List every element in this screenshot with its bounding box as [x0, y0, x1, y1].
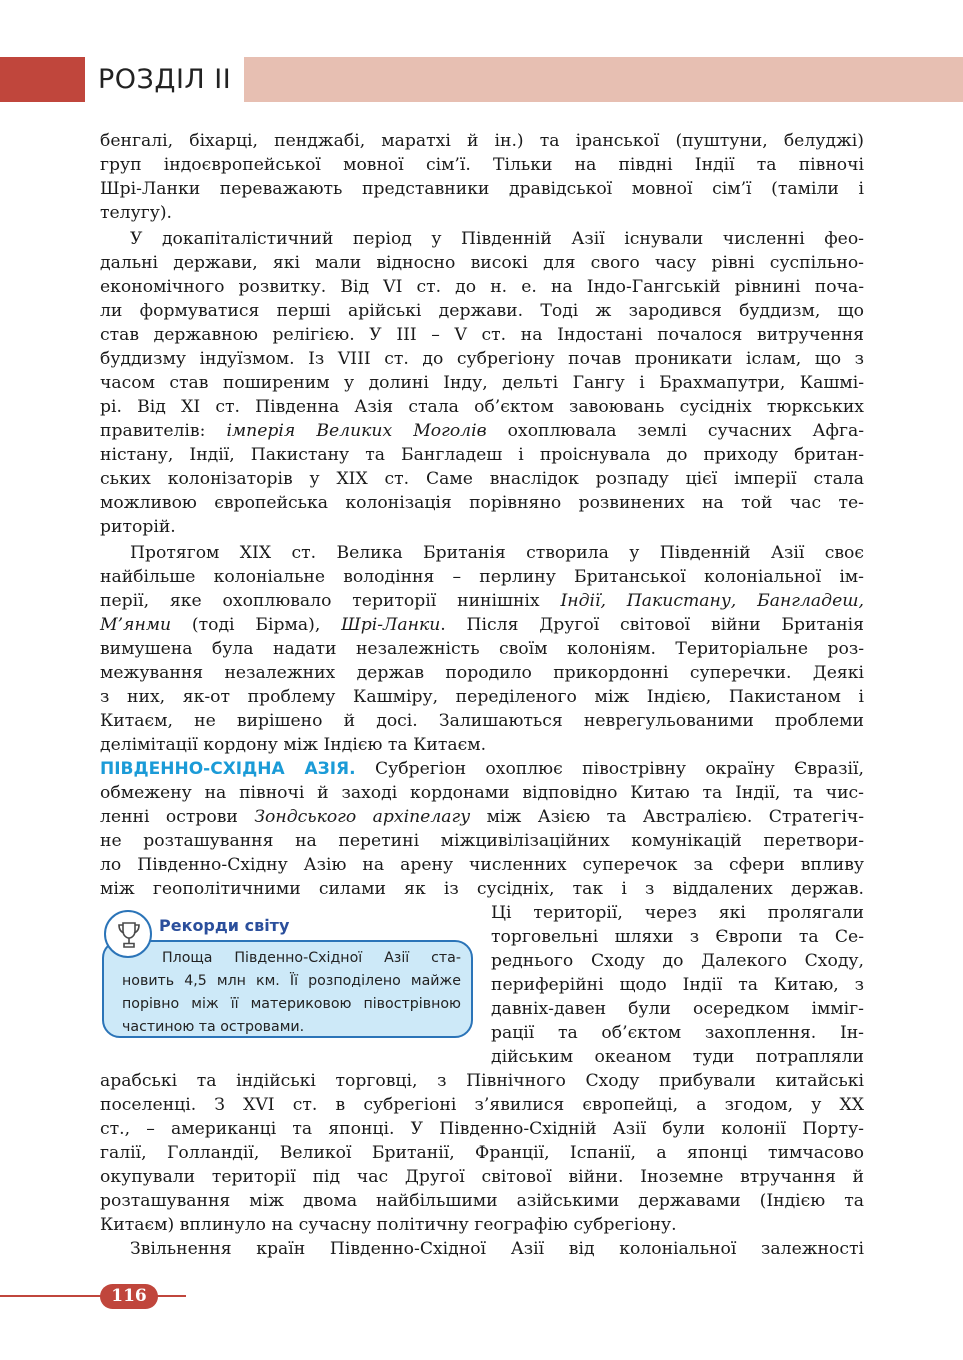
header-accent-bar: [0, 57, 85, 102]
records-box-title: Рекорди світу: [159, 916, 290, 935]
text-line: дійським океаном туди потрапляли: [491, 1047, 864, 1067]
text-line: У докапіталістичний період у Південній Азії існували численні фео-: [130, 229, 864, 249]
text-line: межування незалежних держав породило прикордонні суперечки. Деякі: [100, 663, 864, 683]
text-line: М’янми (тоді Бірма), Шрі-Ланки. Після Другої світової війни Британія: [100, 615, 864, 635]
header-band: [244, 57, 963, 102]
text-line: ли формуватися перші арійські держави. Тоді ж зародився буддизм, що: [100, 301, 864, 321]
page-number: 116: [100, 1284, 158, 1309]
text-line: дальні держави, які мали відносно високі для свого часу рівні суспільно-: [100, 253, 864, 273]
text-line: обмежену на півночі й заході кордонами відповідно Китаю та Індії, та чис-: [100, 783, 864, 803]
text-line: реднього Сходу до Далекого Сходу,: [491, 951, 864, 971]
text-line: найбільше колоніальне володіння – перлину Британської колоніальної ім-: [100, 567, 864, 587]
text-line: Звільнення країн Південно-Східної Азії від колоніальної залежності: [130, 1239, 864, 1259]
text-line: Протягом XIX ст. Велика Британія створила у Південній Азії своє: [130, 543, 864, 563]
text-line: поселенці. З XVI ст. в субрегіоні з’явилися європейці, а згодом, у XX: [100, 1095, 864, 1115]
trophy-icon: [104, 910, 152, 958]
text-line: делімітації кордону між Індією та Китаєм.: [100, 735, 487, 755]
text-line: бенгалі, біхарці, пенджабі, маратхі й ін.) та іранської (пуштуни, белуджі): [100, 131, 864, 151]
section-title: РОЗДІЛ II: [98, 64, 232, 95]
text-line: ністану, Індії, Пакистану та Бангладеш і проіснувала до приходу британ-: [100, 445, 864, 465]
records-box: [102, 940, 473, 1038]
text-line: окупували території під час Другої світової війни. Іноземне втручання й: [100, 1167, 864, 1187]
text-line: давніх-давен були осередком імміг-: [491, 999, 864, 1019]
text-line: ських колонізаторів у XIX ст. Саме внаслідок розпаду цієї імперії стала: [100, 469, 864, 489]
text-line: став державною релігією. У III – V ст. на Індостані почалося витручення: [100, 325, 864, 345]
text-line: Китаєм) вплинуло на сучасну політичну географію субрегіону.: [100, 1215, 677, 1235]
text-line: вимушена була надати незалежність своїм колоніям. Територіальне роз-: [100, 639, 864, 659]
text-line: буддизму індуїзмом. Із VIII ст. до субрегіону почав проникати іслам, що з: [100, 349, 864, 369]
text-line: рі. Від XI ст. Південна Азія стала об’єктом завоювань сусідніх тюркських: [100, 397, 864, 417]
text-line: груп індоєвропейської мовної сім’ї. Тільки на півдні Індії та півночі: [100, 155, 864, 175]
text-line: розташування між двома найбільшими азійськими державами (Індією та: [100, 1191, 864, 1211]
text-line: ленні острови Зондського архіпелагу між Азією та Австралією. Стратегіч-: [100, 807, 865, 827]
text-line: правителів: імперія Великих Моголів охоплювала землі сучасних Афга-: [100, 421, 865, 441]
records-box-line: порівно між її материковою півострівною: [122, 996, 461, 1012]
records-box-line: Площа Південно-Східної Азії ста-: [162, 950, 461, 966]
text-line: телугу).: [100, 203, 172, 223]
text-line: ПІВДЕННО-СХІДНА АЗІЯ. Субрегіон охоплює півострівну окраїну Євразії,: [100, 759, 865, 779]
text-line: Китаєм, не вирішено й досі. Залишаються неврегульованими проблеми: [100, 711, 864, 731]
text-line: риторій.: [100, 517, 176, 537]
subheading-southeast-asia: ПІВДЕННО-СХІДНА АЗІЯ.: [100, 759, 356, 779]
text-line: торговельні шляхи з Європи та Се-: [491, 927, 864, 947]
page-number-rule: [0, 1295, 186, 1297]
text-line: Ці території, через які пролягали: [491, 903, 864, 923]
records-box-line: новить 4,5 млн км. Її розподілено майже: [122, 973, 461, 989]
text-line: ст., – американці та японці. У Південно-Східній Азії були колонії Порту-: [100, 1119, 864, 1139]
records-box-line: частиною та островами.: [122, 1019, 305, 1035]
text-line: часом став поширеним у долині Інду, дельті Гангу і Брахмапутри, Кашмі-: [100, 373, 864, 393]
text-line: перії, яке охоплювало території нинішніх Індії, Пакистану, Бангладеш,: [100, 591, 864, 611]
text-line: не розташування на перетині міжцивілізаційних комунікацій перетвори-: [100, 831, 864, 851]
text-line: з них, як-от проблему Кашміру, переділеного між Індією, Пакистаном і: [100, 687, 864, 707]
text-line: арабські та індійські торговці, з Північного Сходу прибували китайські: [100, 1071, 864, 1091]
text-line: між геополітичними силами як із сусідніх, так і з віддалених держав.: [100, 879, 864, 899]
text-line: можливою європейська колонізація порівняно розвинених на той час те-: [100, 493, 864, 513]
text-line: ло Південно-Східну Азію на арену численних суперечок за сфери впливу: [100, 855, 864, 875]
text-line: рації та об’єктом захоплення. Ін-: [491, 1023, 864, 1043]
text-line: економічного розвитку. Від VI ст. до н. е. на Індо-Гангській рівнині поча-: [100, 277, 864, 297]
text-line: галії, Голландії, Великої Британії, Франції, Іспанії, а японці тимчасово: [100, 1143, 864, 1163]
text-line: периферійні щодо Індії та Китаю, з: [491, 975, 864, 995]
text-line: Шрі-Ланки переважають представники дравідської мовної сім’ї (таміли і: [100, 179, 864, 199]
